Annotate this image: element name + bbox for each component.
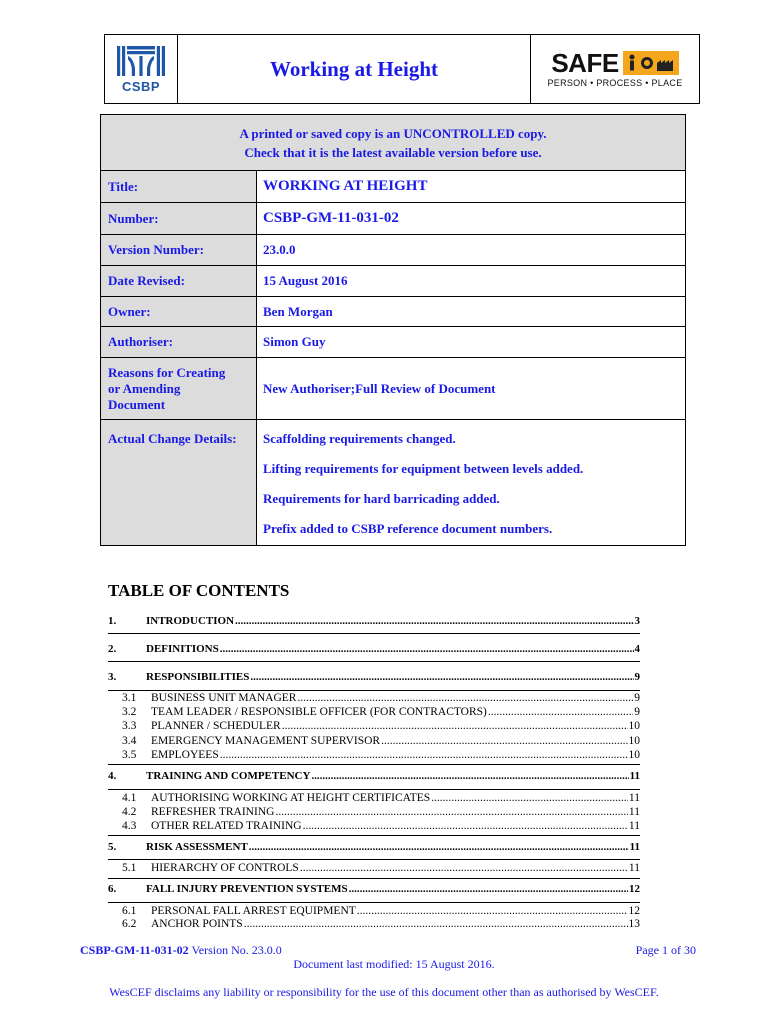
- authoriser-value: Simon Guy: [257, 327, 686, 358]
- toc-entry-page: 4: [634, 643, 640, 655]
- toc-entry-title: EMPLOYEES: [151, 749, 219, 761]
- safe-tagline: PERSON • PROCESS • PLACE: [547, 78, 683, 88]
- toc-entry-number: 3.: [108, 671, 117, 683]
- toc-leader-dots: [431, 792, 628, 804]
- toc-entry-page: 11: [629, 770, 640, 782]
- csbp-logo-text: CSBP: [121, 79, 161, 94]
- toc-entry-number: 6.2: [122, 918, 137, 930]
- owner-label: Owner:: [101, 297, 257, 327]
- toc-entry-page: 11: [628, 792, 640, 804]
- toc-leader-dots: [488, 706, 633, 718]
- toc-divider: [108, 902, 640, 903]
- toc-divider: [108, 789, 640, 790]
- toc-entry-page: 10: [628, 735, 640, 747]
- reasons-label-line-3: Document: [108, 396, 166, 412]
- version-value: 23.0.0: [257, 235, 686, 266]
- toc-leader-dots: [381, 735, 627, 747]
- toc-entry[interactable]: [108, 770, 640, 782]
- toc-subentry[interactable]: [108, 720, 640, 732]
- toc-entry-title: EMERGENCY MANAGEMENT SUPERVISOR: [151, 735, 381, 747]
- toc-leader-dots: [249, 841, 629, 853]
- toc-leader-dots: [303, 820, 628, 832]
- reasons-label-line-1: Reasons for Creating: [108, 364, 226, 380]
- version-label: Version Number:: [101, 235, 257, 266]
- toc-entry-number: 1.: [108, 615, 117, 627]
- reasons-value: New Authoriser;Full Review of Document: [257, 358, 686, 420]
- change-detail-2: Lifting requirements for equipment between levels added.: [263, 461, 584, 476]
- toc-entry-number: 2.: [108, 643, 117, 655]
- toc-entry-number: 3.4: [122, 735, 137, 747]
- toc-entry-page: 12: [628, 905, 640, 917]
- toc-entry-title: DEFINITIONS: [146, 643, 219, 655]
- toc-entry-page: 9: [634, 692, 640, 704]
- toc-entry-number: 4.3: [122, 820, 137, 832]
- change-detail-3: Requirements for hard barricading added.: [263, 491, 500, 506]
- footer-disclaimer: WesCEF disclaims any liability or responsibility for the use of this document other than as authorised by WesCEF.: [109, 985, 659, 999]
- toc-entry-title: INTRODUCTION: [146, 615, 235, 627]
- footer-doc-ref: CSBP-GM-11-031-02: [80, 943, 189, 957]
- page-title: Working at Height: [269, 56, 438, 81]
- toc-entry-page: 11: [628, 862, 640, 874]
- reasons-label: [101, 358, 257, 420]
- uncontrolled-copy-notice: [101, 115, 686, 171]
- change-details-value: [257, 420, 686, 546]
- date-revised-label: Date Revised:: [101, 266, 257, 297]
- toc-leader-dots: [275, 806, 627, 818]
- toc-entry-page: 13: [628, 918, 640, 930]
- toc-entry-number: 5.1: [122, 862, 137, 874]
- toc-entry-page: 3: [634, 615, 640, 627]
- toc-entry[interactable]: [108, 841, 640, 853]
- toc-entry-page: 10: [628, 749, 640, 761]
- toc-entry-page: 12: [629, 883, 640, 895]
- toc-entry-title: AUTHORISING WORKING AT HEIGHT CERTIFICATES: [151, 792, 431, 804]
- toc-entry-number: 6.: [108, 883, 117, 895]
- toc-leader-dots: [282, 720, 628, 732]
- toc-entry[interactable]: [108, 615, 640, 627]
- toc-leader-dots: [349, 883, 628, 895]
- toc-entry-title: PLANNER / SCHEDULER: [151, 720, 281, 732]
- toc-subentry[interactable]: [108, 749, 640, 761]
- toc-leader-dots: [220, 749, 628, 761]
- toc-heading: TABLE OF CONTENTS: [108, 581, 290, 600]
- toc-entry-title: BUSINESS UNIT MANAGER: [151, 692, 297, 704]
- toc-divider: [108, 859, 640, 860]
- toc-entry-number: 4.: [108, 770, 117, 782]
- toc-leader-dots: [300, 862, 628, 874]
- toc-divider: [108, 878, 640, 879]
- toc-entry-number: 5.: [108, 841, 117, 853]
- page-title-cell: [178, 35, 531, 103]
- toc-leader-dots: [244, 918, 628, 930]
- toc-subentry[interactable]: [108, 706, 640, 718]
- notice-line-2: Check that it is the latest available version before use.: [244, 145, 542, 160]
- toc-entry-title: FALL INJURY PREVENTION SYSTEMS: [146, 883, 348, 895]
- toc-subentry[interactable]: [108, 820, 640, 832]
- toc-subentry[interactable]: [108, 806, 640, 818]
- toc-entry-title: RISK ASSESSMENT: [146, 841, 248, 853]
- toc-entry-number: 3.1: [122, 692, 137, 704]
- toc-leader-dots: [297, 692, 633, 704]
- toc-entry-page: 11: [629, 841, 640, 853]
- toc-divider: [108, 835, 640, 836]
- toc-leader-dots: [235, 615, 633, 627]
- toc-leader-dots: [357, 905, 628, 917]
- toc-entry-number: 3.2: [122, 706, 137, 718]
- footer-version: Version No. 23.0.0: [191, 943, 282, 957]
- title-label: Title:: [101, 171, 257, 203]
- toc-entry-title: OTHER RELATED TRAINING: [151, 820, 302, 832]
- owner-value: Ben Morgan: [257, 297, 686, 327]
- toc-entry-number: 3.3: [122, 720, 137, 732]
- toc-entry-title: RESPONSIBILITIES: [146, 671, 250, 683]
- toc-entry-number: 3.5: [122, 749, 137, 761]
- toc-entry-page: 10: [628, 720, 640, 732]
- toc-subentry[interactable]: [108, 862, 640, 874]
- footer-page-number: Page 1 of 30: [635, 943, 696, 957]
- toc-entry-title: TRAINING AND COMPETENCY: [146, 770, 311, 782]
- toc-subentry[interactable]: [108, 918, 640, 930]
- toc-entry-number: 4.1: [122, 792, 137, 804]
- toc-entry-page: 9: [634, 706, 640, 718]
- toc-subentry[interactable]: [108, 792, 640, 804]
- toc-leader-dots: [220, 643, 634, 655]
- toc-entry-page: 11: [628, 806, 640, 818]
- reasons-label-line-2: or Amending: [108, 380, 181, 396]
- change-detail-1: Scaffolding requirements changed.: [263, 431, 456, 446]
- csbp-logo: [105, 35, 178, 103]
- toc-entry-number: 6.1: [122, 905, 137, 917]
- toc-entry[interactable]: [108, 671, 640, 683]
- title-value: WORKING AT HEIGHT: [257, 171, 686, 203]
- toc-entry[interactable]: [108, 883, 640, 895]
- date-revised-value: 15 August 2016: [257, 266, 686, 297]
- toc-divider: [108, 690, 640, 691]
- document-control-table: [100, 114, 686, 546]
- number-value: CSBP-GM-11-031-02: [257, 203, 686, 235]
- toc-leader-dots: [311, 770, 628, 782]
- footer-last-modified: Document last modified: 15 August 2016.: [293, 957, 495, 971]
- toc-entry-title: TEAM LEADER / RESPONSIBLE OFFICER (FOR CONTRACTORS): [151, 706, 487, 718]
- toc-subentry[interactable]: [108, 735, 640, 747]
- safe-wordmark: SAFE: [551, 48, 619, 78]
- document-header: [104, 34, 700, 104]
- change-details-label: Actual Change Details:: [101, 420, 257, 546]
- toc-entry-title: PERSONAL FALL ARREST EQUIPMENT: [151, 905, 356, 917]
- page-footer: [80, 943, 696, 958]
- toc-entry-title: REFRESHER TRAINING: [151, 806, 275, 818]
- toc-entry-page: 9: [634, 671, 640, 683]
- safe-logo: [531, 35, 699, 103]
- toc-entry-title: ANCHOR POINTS: [151, 918, 243, 930]
- toc-divider: [108, 764, 640, 765]
- toc-divider: [108, 661, 640, 662]
- toc-entry-title: HIERARCHY OF CONTROLS: [151, 862, 299, 874]
- toc-entry-number: 4.2: [122, 806, 137, 818]
- change-detail-4: Prefix added to CSBP reference document numbers.: [263, 521, 553, 536]
- notice-line-1: A printed or saved copy is an UNCONTROLLED copy.: [239, 126, 547, 141]
- toc-entry-page: 11: [628, 820, 640, 832]
- toc-leader-dots: [250, 671, 633, 683]
- safe-pictogram-icon: [623, 51, 679, 75]
- toc-subentry[interactable]: [108, 692, 640, 704]
- csbp-logo-icon: [115, 44, 167, 78]
- number-label: Number:: [101, 203, 257, 235]
- toc-subentry[interactable]: [108, 905, 640, 917]
- toc-entry[interactable]: [108, 643, 640, 655]
- toc-divider: [108, 633, 640, 634]
- authoriser-label: Authoriser:: [101, 327, 257, 358]
